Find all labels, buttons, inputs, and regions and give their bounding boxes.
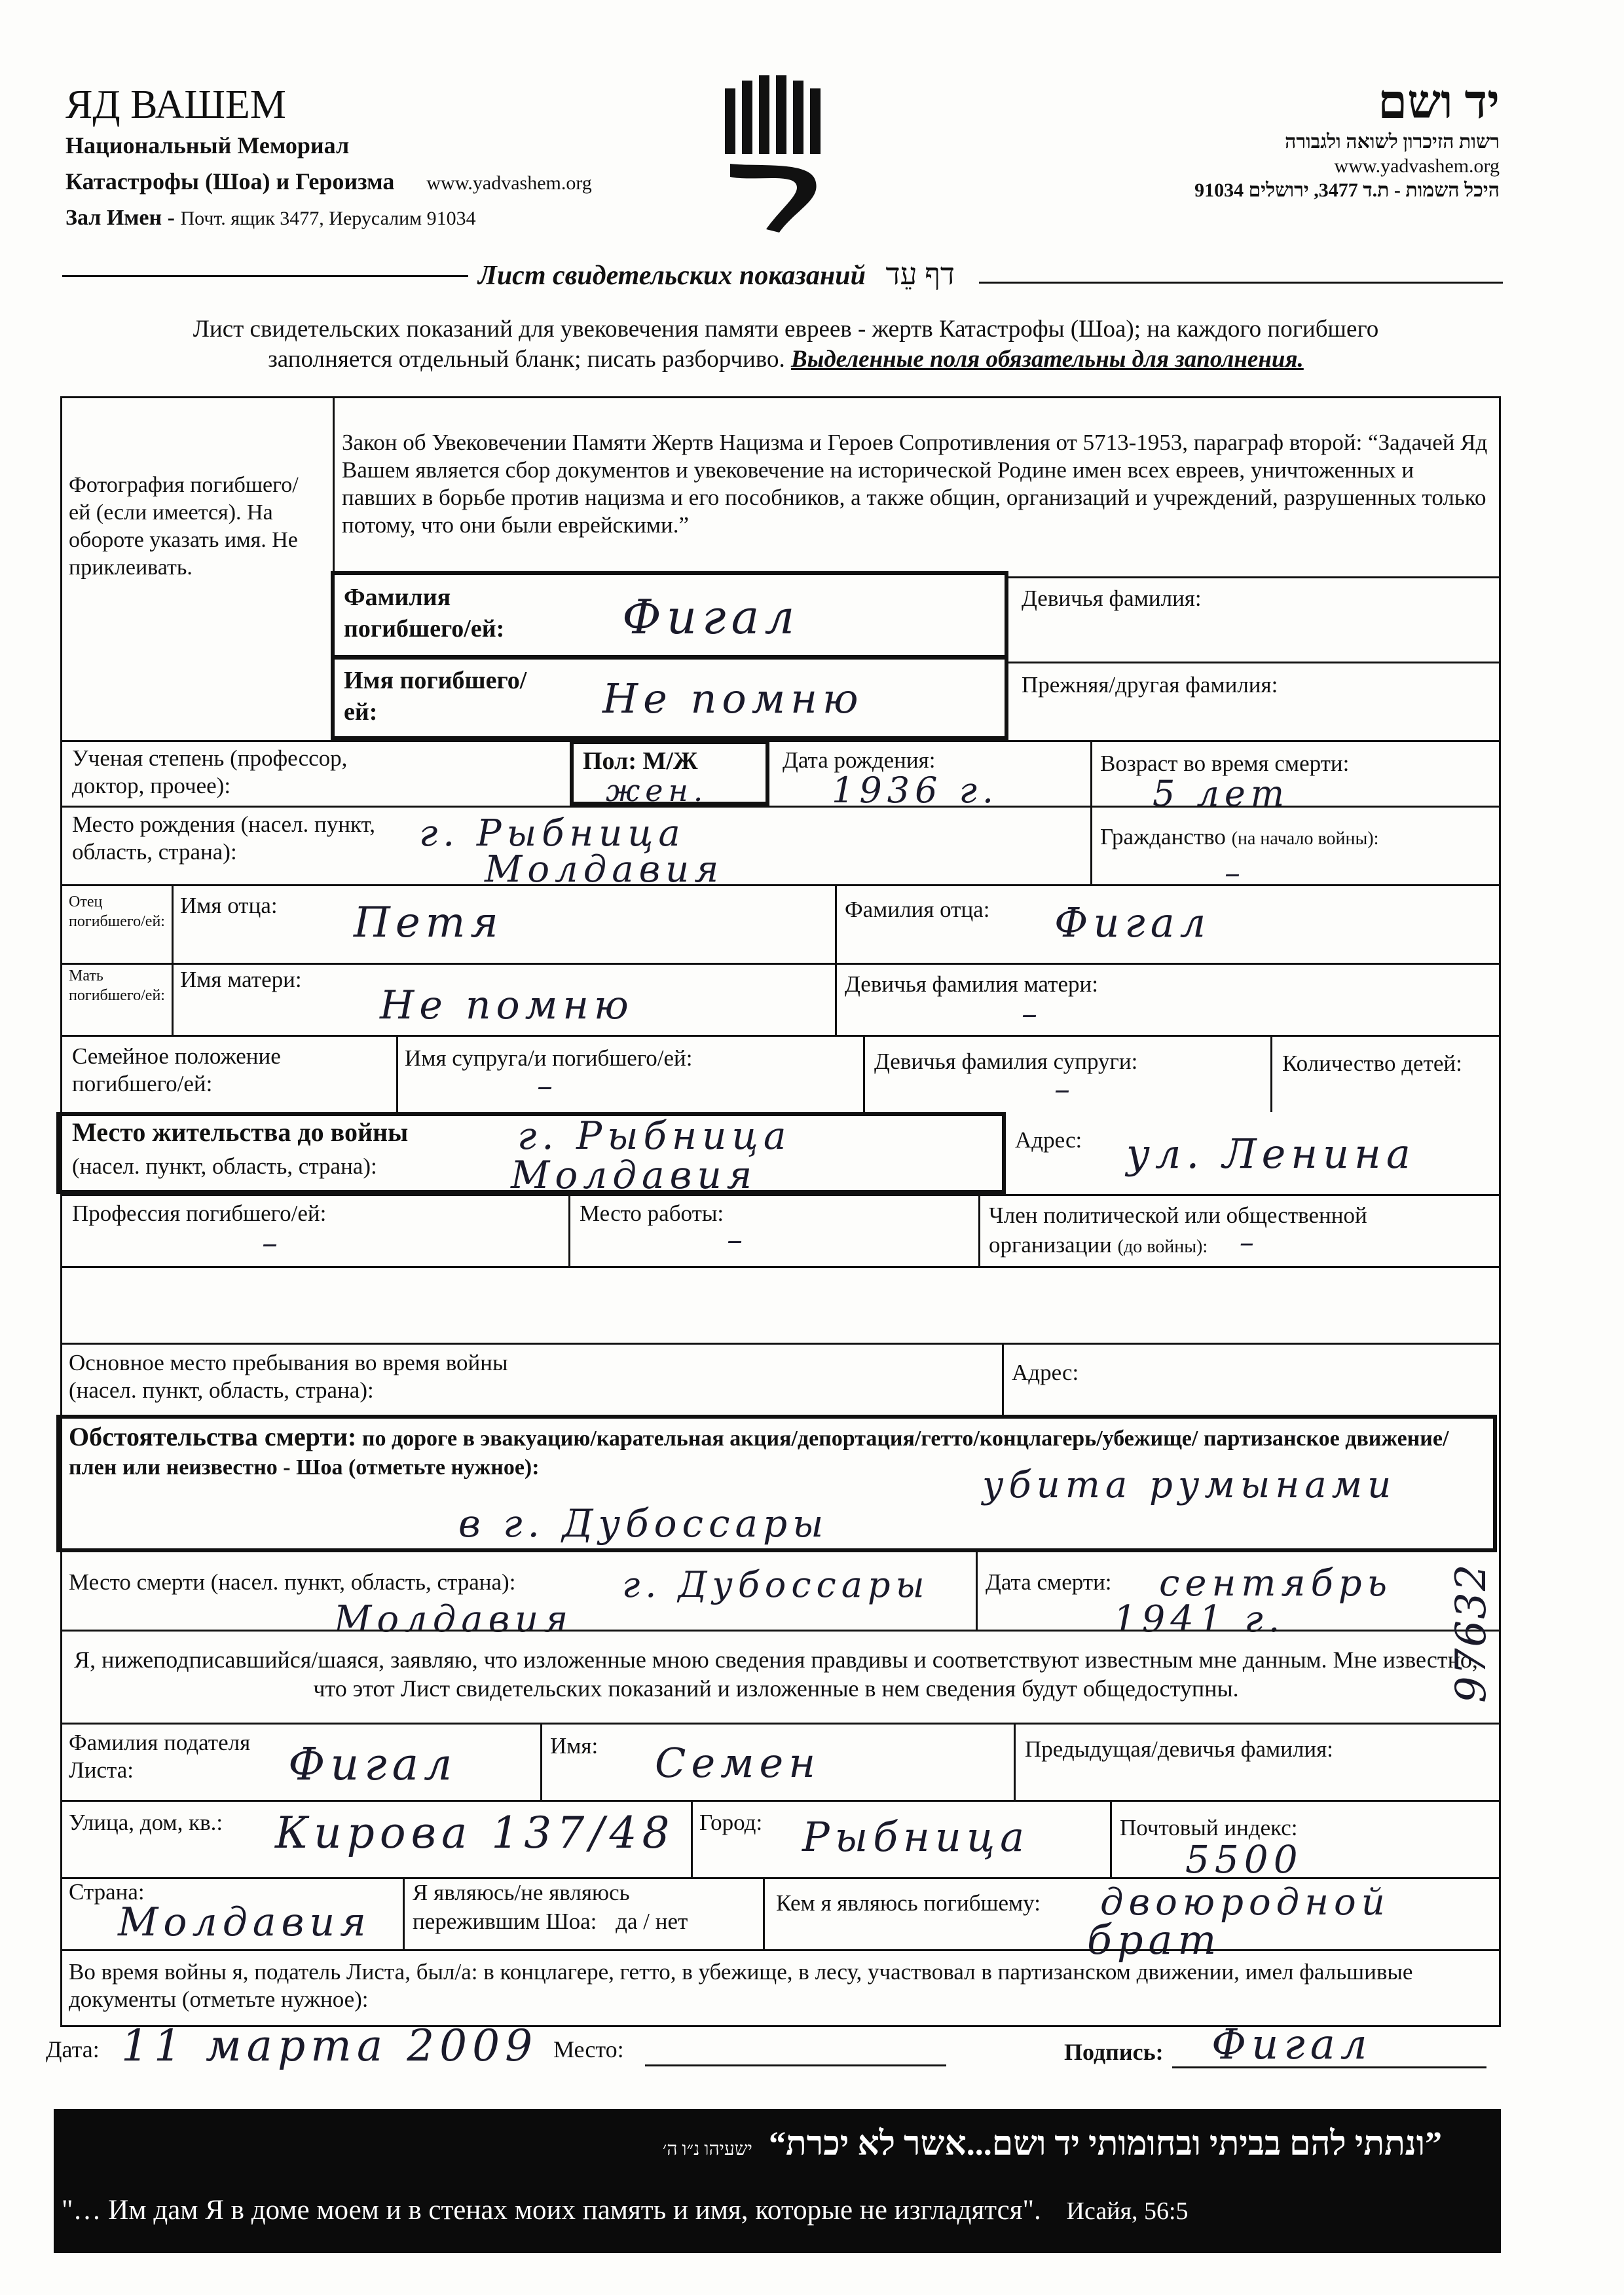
birthplace-value-2[interactable]: Молдавия <box>485 848 724 891</box>
death-place-value-2[interactable]: Молдавия <box>334 1598 574 1641</box>
organization-label: Член политической или общественной организации (до войны): – <box>989 1203 1367 1259</box>
place-label: Место: <box>553 2036 624 2062</box>
header-right <box>1048 75 1500 204</box>
degree-label: Ученая степень (профессор, доктор, прочее): <box>72 745 348 798</box>
wartime-address-label: Адрес: <box>1012 1360 1079 1385</box>
profession-label: Профессия погибшего/ей: <box>72 1201 327 1226</box>
surname-label: Фамилия погибшего/ей: <box>344 584 505 643</box>
submitter-prev-name-label: Предыдущая/девичья фамилия: <box>1025 1736 1333 1762</box>
residence-label: Место жительства до войны <box>72 1117 409 1147</box>
gender-value[interactable]: жен. <box>606 773 709 808</box>
photo-box: Фотография погибшего/ей (если имеется). На обороте указать имя. Не приклеивать. <box>69 473 299 580</box>
form-title-hebrew: דף עֵד <box>885 257 955 291</box>
hebrew-quote-ref: ישעיהו נ״ו ה׳ <box>662 2139 753 2159</box>
relation-label: Кем я являюсь погибшему: <box>776 1890 1041 1916</box>
survivor-label: Я являюсь/не являюсь пережившим Шоа: да / нет <box>413 1880 688 1934</box>
street-value[interactable]: Кирова 137/48 <box>275 1808 675 1858</box>
birthplace-value-1[interactable]: г. Рыбница <box>419 812 686 855</box>
age-value[interactable]: 5 лет <box>1153 773 1290 814</box>
children-count-label: Количество детей: <box>1282 1051 1462 1076</box>
country-value[interactable]: Молдавия <box>118 1899 371 1945</box>
profession-value[interactable]: – <box>262 1225 283 1261</box>
residence-value-2[interactable]: Молдавия <box>511 1153 758 1197</box>
country-label: Страна: <box>69 1879 145 1905</box>
mother-name-value[interactable]: Не помню <box>380 982 634 1028</box>
age-label: Возраст во время смерти: <box>1100 751 1350 776</box>
city-value[interactable]: Рыбница <box>802 1813 1030 1861</box>
death-date-label: Дата смерти: <box>986 1569 1112 1595</box>
name-value[interactable]: Не помню <box>602 675 864 722</box>
yad-vashem-logo <box>717 69 835 239</box>
citizenship-label: Гражданство (на начало войны): <box>1100 824 1379 849</box>
residence-value-1[interactable]: г. Рыбница <box>517 1113 792 1158</box>
surname-value[interactable]: Фигал <box>622 589 800 644</box>
zip-value[interactable]: 5500 <box>1185 1837 1303 1882</box>
hall-of-names: Зал Имен - <box>65 206 175 230</box>
mother-side-label: Мать погибшего/ей: <box>69 967 165 1004</box>
date-value[interactable]: 11 марта 2009 <box>121 2021 538 2071</box>
org-he-line2: היכל השמות - ת.ד 3477, ירושלים 91034 <box>1194 179 1500 201</box>
citizenship-value[interactable]: – <box>1225 855 1246 891</box>
org-title-ru: ЯД ВАШЕМ <box>65 83 286 127</box>
submitter-wartime-text: Во время войны я, податель Листа, был/а: в концлагере, гетто, в убежище, в лесу, участвовал в партизанском движении, имел фальшивые документы (отметьте нужное): <box>69 1959 1413 2012</box>
gender-label: Пол: М/Ж <box>583 747 698 775</box>
quote-banner <box>54 2109 1501 2253</box>
zip-label: Почтовый индекс: <box>1120 1815 1298 1840</box>
father-name-label: Имя отца: <box>180 893 278 918</box>
death-date-value-2[interactable]: 1941 г. <box>1113 1598 1285 1641</box>
spouse-name-label: Имя супруга/и погибшего/ей: <box>405 1045 693 1071</box>
organization-value[interactable]: – <box>1239 1226 1259 1259</box>
city-label: Город: <box>699 1810 763 1835</box>
signature-value[interactable]: Фигал <box>1211 2021 1373 2069</box>
declaration-text: Я, нижеподписавшийся/шаяся, заявляю, что изложенные мною сведения правдивы и соответствуют известным мне данным. Мне известно, что этот Лист свидетельских показаний и изложенные в нем сведения будут общедоступны. <box>74 1647 1478 1702</box>
birth-date-label: Дата рождения: <box>783 747 936 773</box>
father-surname-value[interactable]: Фигал <box>1054 899 1211 946</box>
circumstances-value-2[interactable]: в г. Дубоссары <box>458 1501 829 1546</box>
father-surname-label: Фамилия отца: <box>845 897 990 922</box>
circumstances-label: Обстоятельства смерти: <box>69 1422 357 1451</box>
signature-label: Подпись: <box>1064 2039 1164 2065</box>
name-label: Имя погибшего/ей: <box>344 667 527 726</box>
org-url-left: www.yadvashem.org <box>426 172 592 194</box>
form-title: Лист свидетельских показаний דף עֵד <box>478 257 955 291</box>
spouse-maiden-label: Девичья фамилия супруги: <box>874 1049 1138 1074</box>
intro-text: Лист свидетельских показаний для увековечения памяти евреев - жертв Катастрофы (Шоа); на каждого погибшего заполняется отдельный бланк; писать разборчиво. Выделенные поля обязательны для заполнения. <box>193 316 1379 373</box>
residence-sub-label: (насел. пункт, область, страна): <box>72 1153 377 1179</box>
mother-name-label: Имя матери: <box>180 967 302 992</box>
spouse-name-value[interactable]: – <box>537 1068 558 1104</box>
street-label: Улица, дом, кв.: <box>69 1810 223 1835</box>
death-place-value-1[interactable]: г. Дубоссары <box>622 1564 930 1605</box>
address-label: Адрес: <box>1015 1127 1082 1153</box>
russian-quote-ref: Исайя, 56:5 <box>1066 2197 1189 2225</box>
postal-address: Почт. ящик 3477, Иерусалим 91034 <box>180 208 476 229</box>
submitter-name-value[interactable]: Семен <box>655 1739 821 1787</box>
org-title-he: יד ושם <box>1378 76 1500 128</box>
father-side-label: Отец погибшего/ей: <box>69 893 165 930</box>
relation-value-2[interactable]: брат <box>1087 1916 1222 1964</box>
russian-quote: "… Им дам Я в доме моем и в стенах моих память и имя, которые не изгладятся". <box>62 2195 1041 2226</box>
submitter-surname-value[interactable]: Фигал <box>288 1739 458 1791</box>
father-name-value[interactable]: Петя <box>354 899 504 947</box>
law-text: Закон об Увековечении Памяти Жертв Нацизма и Героев Сопротивления от 5713-1953, параграф второй: “Задачей Яд Вашем является сбор документов и увековечение на исторической Родине имен всех евреев, уничтоженных и павших в борьбе против нацизма и его пособников, а также общин, организаций и учреждений, разрушенных только потому, что они были еврейскими.” <box>342 430 1488 538</box>
submitter-surname-label: Фамилия подателя Листа: <box>69 1730 251 1783</box>
citizenship-note: (на начало войны): <box>1231 829 1379 849</box>
mother-maiden-label: Девичья фамилия матери: <box>845 971 1098 997</box>
side-number: 97632 <box>1447 1563 1496 1703</box>
survivor-options[interactable]: да / нет <box>616 1909 688 1934</box>
marital-status-label: Семейное положение погибшего/ей: <box>72 1043 281 1096</box>
circumstances-value-1[interactable]: убита румынами <box>982 1464 1397 1506</box>
submitter-name-label: Имя: <box>550 1733 599 1759</box>
org-he-line1: רשות הזיכרון לשואה ולגבורה <box>1285 131 1500 153</box>
spouse-maiden-value[interactable]: – <box>1054 1071 1075 1108</box>
intro-emphasis: Выделенные поля обязательны для заполнения. <box>790 346 1304 373</box>
birth-date-value[interactable]: 1936 г. <box>832 770 999 811</box>
workplace-label: Место работы: <box>580 1201 724 1226</box>
org-line1: Национальный Мемориал <box>65 132 350 159</box>
header-left <box>65 82 655 235</box>
hebrew-quote: ”ונתתי להם בביתי ובחומותי יד ושם...אשר לא יכרת“ <box>769 2125 1442 2163</box>
org-line2: Катастрофы (Шоа) и Героизма <box>65 168 395 195</box>
birthplace-label: Место рождения (насел. пункт, область, страна): <box>72 812 375 865</box>
wartime-location-label: Основное место пребывания во время войны (насел. пункт, область, страна): <box>69 1350 508 1403</box>
mother-maiden-value[interactable]: – <box>1022 996 1043 1032</box>
organization-note: (до войны): <box>1117 1237 1208 1257</box>
org-url-right: www.yadvashem.org <box>1334 155 1500 177</box>
date-label: Дата: <box>46 2036 100 2062</box>
workplace-value[interactable]: – <box>727 1222 748 1258</box>
death-place-label: Место смерти (насел. пункт, область, страна): <box>69 1569 516 1595</box>
relation-value-1[interactable]: двоюродной <box>1100 1881 1390 1924</box>
maiden-name-label: Девичья фамилия: <box>1022 586 1202 611</box>
previous-name-label: Прежняя/другая фамилия: <box>1022 672 1278 698</box>
circumstances-text: Обстоятельства смерти: по дороге в эвакуацию/карательная акция/депортация/гетто/концлагерь/убежище/ партизанское движение/плен или неизвестно - Шоа (отметьте нужное): <box>69 1422 1449 1480</box>
death-date-value-1[interactable]: сентябрь <box>1159 1562 1393 1605</box>
address-value[interactable]: ул. Ленина <box>1126 1130 1416 1178</box>
